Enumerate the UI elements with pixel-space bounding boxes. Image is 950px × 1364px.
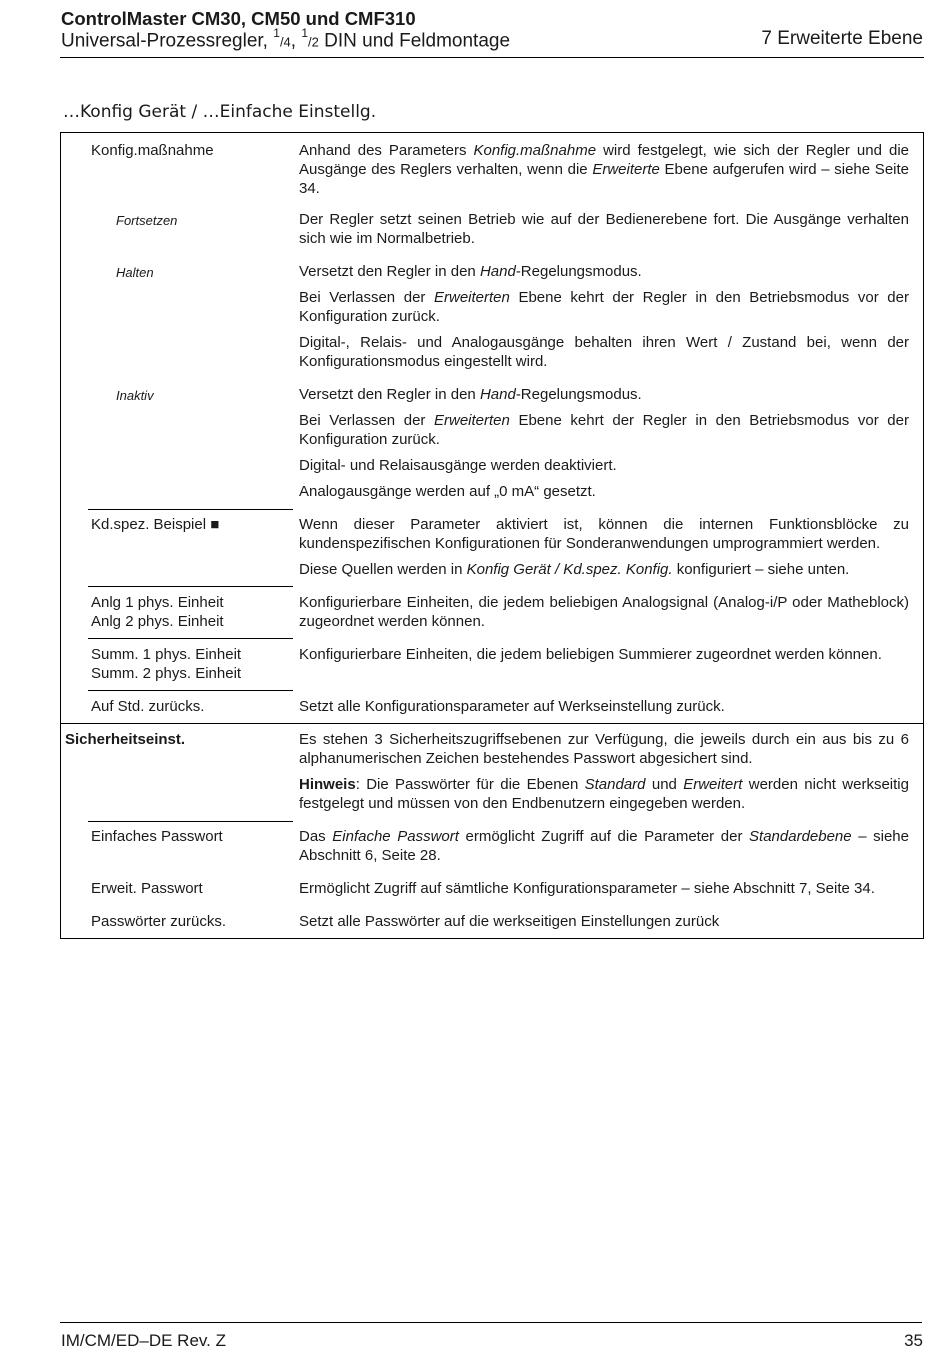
option-label-fortsetzen: Fortsetzen <box>116 213 178 228</box>
fraction-numerator-2: 1 <box>301 26 309 40</box>
desc-text: Versetzt den Regler in den <box>299 386 480 403</box>
param-label-konfig-massnahme: Konfig.maßnahme <box>91 142 214 159</box>
param-desc-sicherheitseinst-hinweis <box>299 775 909 813</box>
desc-text: Bei Verlassen der <box>299 289 434 306</box>
desc-text: Ebene kehrt der Regler in den Betriebsmodus vor der Konfiguration zurück. <box>299 289 909 325</box>
param-desc-erweit-passwort: Ermöglicht Zugriff auf sämtliche Konfigurationsparameter – siehe Abschnitt 7, Seite 34. <box>299 880 875 897</box>
document-title: ControlMaster CM30, CM50 und CMF310 <box>61 8 416 29</box>
param-label-kdspez-beispiel: Kd.spez. Beispiel ■ <box>91 516 220 533</box>
desc-italic: Standard <box>584 776 646 793</box>
desc-italic: Erweiterten <box>434 289 510 306</box>
option-desc-halten-p2 <box>299 288 909 326</box>
desc-italic: Hand <box>479 263 516 280</box>
desc-italic: Erweiterten <box>434 412 510 429</box>
param-label-sicherheitseinst: Sicherheitseinst. <box>65 731 186 748</box>
option-desc-halten-p3: Digital-, Relais- und Analogausgänge behalten ihren Wert / Zustand bei, wenn der Konfigurationsmodus eingestellt wird. <box>299 334 909 370</box>
param-desc-passwoerter-zuruecks: Setzt alle Passwörter auf die werkseitigen Einstellungen zurück <box>299 913 720 930</box>
desc-italic: Erweiterte <box>592 161 660 178</box>
param-label-anlg-2-einheit: Anlg 2 phys. Einheit <box>91 613 224 630</box>
desc-text: Ebene aufgerufen wird – siehe Seite 34. <box>299 161 909 197</box>
desc-italic: Konfig Gerät / Kd.spez. Konfig. <box>466 561 673 578</box>
param-desc-anlg-einheit: Konfigurierbare Einheiten, die jedem beliebigen Analogsignal (Analog-i/P oder Matheblock) zugeordnet werden können. <box>299 594 909 630</box>
desc-text: Diese Quellen werden in <box>299 561 467 578</box>
document-subtitle <box>61 28 510 52</box>
option-desc-halten-p1 <box>299 262 909 281</box>
desc-text: : Die Passwörter für die Ebenen <box>355 776 585 793</box>
option-desc-inaktiv-p2 <box>299 411 909 449</box>
desc-text: Ebene kehrt der Regler in den Betriebsmodus vor der Konfiguration zurück. <box>299 412 909 448</box>
fraction-separator: , <box>290 30 297 52</box>
param-label-auf-std-zuruecks: Auf Std. zurücks. <box>91 698 205 715</box>
param-desc-kdspez-quellen <box>299 560 909 579</box>
param-label-einfaches-passwort: Einfaches Passwort <box>91 828 223 845</box>
row-divider <box>88 586 293 587</box>
desc-text: -Regelungsmodus. <box>515 386 642 403</box>
desc-italic: Standardebene <box>749 828 852 845</box>
desc-text: und <box>645 776 684 793</box>
fraction-denominator-1: /4 <box>279 34 291 50</box>
parameter-table <box>60 132 924 939</box>
row-divider <box>88 690 293 691</box>
param-desc-auf-std-zuruecks: Setzt alle Konfigurationsparameter auf Werkseinstellung zurück. <box>299 698 725 715</box>
subtitle-prefix: Universal-Prozessregler, <box>61 30 268 52</box>
document-number: IM/CM/ED–DE Rev. Z <box>61 1331 226 1350</box>
desc-italic: Konfig.maßnahme <box>473 142 597 159</box>
option-label-inaktiv: Inaktiv <box>116 388 154 403</box>
param-label-passwoerter-zuruecks: Passwörter zurücks. <box>91 913 227 930</box>
desc-text: wird festgelegt, wie sich der Regler und die Ausgänge des Reglers verhalten, wenn die <box>299 142 909 178</box>
param-label-summ-1-einheit: Summ. 1 phys. Einheit <box>91 646 242 663</box>
desc-text: ermöglicht Zugriff auf die Parameter der <box>458 828 750 845</box>
desc-text: konfiguriert – siehe unten. <box>672 561 850 578</box>
param-desc-einfaches-passwort <box>299 827 909 865</box>
desc-text: Anhand des Parameters <box>299 142 474 159</box>
footer-rule <box>60 1322 922 1323</box>
desc-text: Bei Verlassen der <box>299 412 434 429</box>
option-desc-fortsetzen: Der Regler setzt seinen Betrieb wie auf der Bedienerebene fort. Die Ausgänge verhalten sich wie im Normalbetrieb. <box>299 211 909 247</box>
breadcrumb: …Konfig Gerät / …Einfache Einstellg. <box>63 102 377 122</box>
desc-text: werden nicht werkseitig festgelegt und müssen von den Endbenutzern eingegeben werden. <box>299 776 909 812</box>
param-label-anlg-1-einheit: Anlg 1 phys. Einheit <box>91 594 224 611</box>
desc-bold: Hinweis <box>299 776 356 793</box>
param-label-summ-2-einheit: Summ. 2 phys. Einheit <box>91 665 242 682</box>
section-divider <box>61 723 923 724</box>
param-desc-sicherheitseinst: Es stehen 3 Sicherheitszugriffsebenen zur Verfügung, die jeweils durch ein aus bis zu 6 alphanumerischen Zeichen bestehendes Passwort abgesichert sind. <box>299 731 909 767</box>
section-heading: 7 Erweiterte Ebene <box>761 28 923 49</box>
option-desc-inaktiv-p1 <box>299 385 909 404</box>
fraction-numerator-1: 1 <box>273 26 280 40</box>
param-label-erweit-passwort: Erweit. Passwort <box>91 880 203 897</box>
option-desc-inaktiv-p4: Analogausgänge werden auf „0 mA“ gesetzt. <box>299 483 596 500</box>
desc-text: – siehe Abschnitt 6, Seite 28. <box>299 828 909 864</box>
row-divider <box>88 821 293 822</box>
desc-italic: Einfache Passwort <box>332 828 459 845</box>
desc-italic: Hand <box>479 386 516 403</box>
option-desc-inaktiv-p3: Digital- und Relaisausgänge werden deaktiviert. <box>299 457 617 474</box>
fraction-denominator-2: /2 <box>308 34 319 50</box>
row-divider <box>88 509 293 510</box>
param-desc-konfig-massnahme <box>299 141 909 198</box>
desc-italic: Erweitert <box>683 776 743 793</box>
desc-text: -Regelungsmodus. <box>515 263 642 280</box>
subtitle-suffix: DIN und Feldmontage <box>324 30 511 52</box>
page-number: 35 <box>904 1331 923 1350</box>
desc-text: Das <box>299 828 333 845</box>
row-divider <box>88 638 293 639</box>
option-label-halten: Halten <box>116 265 154 280</box>
param-desc-summ-einheit: Konfigurierbare Einheiten, die jedem beliebigen Summierer zugeordnet werden können. <box>299 646 882 663</box>
param-desc-kdspez-beispiel: Wenn dieser Parameter aktiviert ist, können die internen Funktionsblöcke zu kundenspezifischen Konfigurationen für Sonderanwendungen umprogrammiert werden. <box>299 516 909 552</box>
desc-text: Versetzt den Regler in den <box>299 263 480 280</box>
header-rule <box>60 57 924 58</box>
